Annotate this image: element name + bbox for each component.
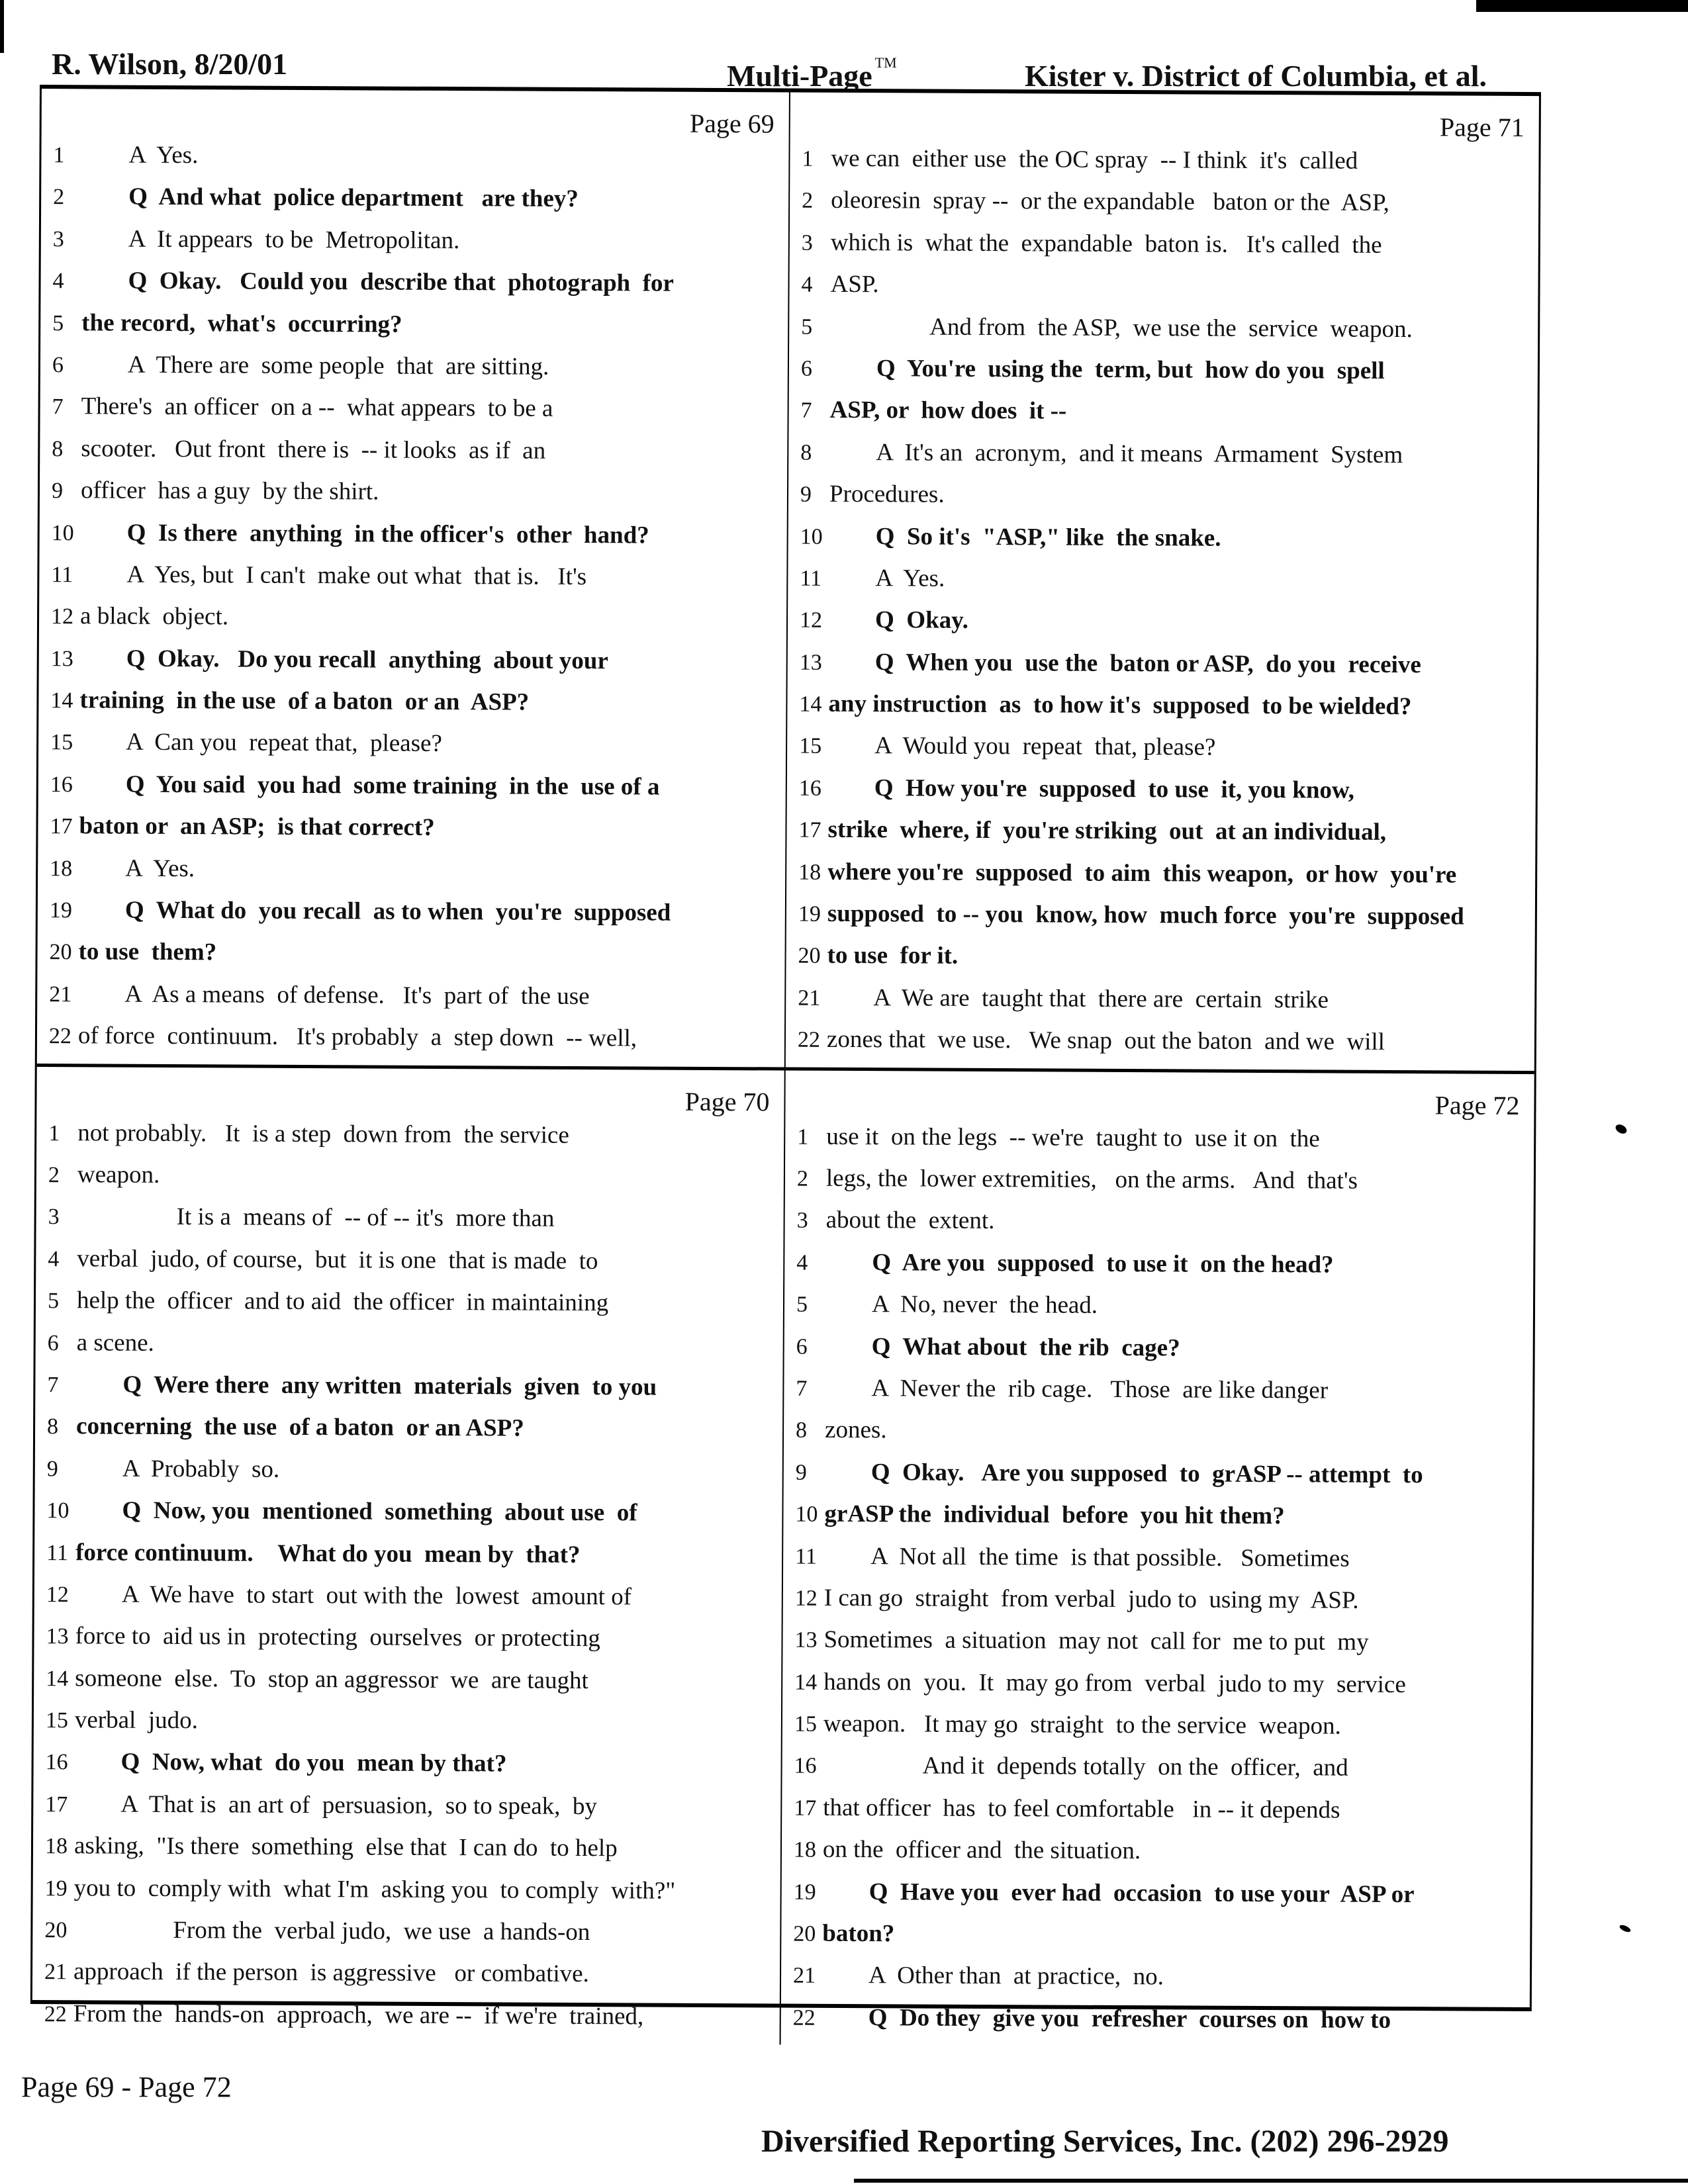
answer-text: that officer has to feel comfortable in -- it depends [823,1794,1340,1824]
transcript-line [44,1999,765,2045]
line-number: 6 [800,356,813,381]
answer-text: A Would you repeat that, please? [874,732,1216,762]
product-title [727,54,897,93]
transcript-line [50,854,771,899]
transcript-line [799,690,1521,735]
product-name: Multi-Page [727,59,872,93]
answer-text: From the verbal judo, we use a hands-on [173,1917,590,1946]
answer-text: verbal judo. [74,1706,199,1735]
question-text: ASP, or how does it -- [829,396,1067,425]
answer-text: A There are some people that are sitting. [127,351,549,381]
transcript-line [802,144,1524,190]
transcript-line [48,1118,769,1164]
transcript-line [52,308,773,354]
transcript-line [53,182,774,228]
transcript-page [32,1067,786,2045]
answer-text: which is what the expandable baton is. It's called the [830,228,1382,259]
line-number: 22 [797,1027,821,1052]
transcript-line [50,895,771,941]
answer-text: A We are taught that there are certain strike [873,983,1329,1014]
answer-text: A Yes. [125,854,195,882]
line-number: 10 [46,1498,70,1524]
line-number: 4 [796,1250,808,1275]
line-number: 6 [47,1330,59,1355]
question-text: Q So it's "ASP," like the snake. [875,522,1221,552]
transcript-line [51,644,772,690]
line-number: 19 [798,901,821,927]
line-number: 21 [792,1964,816,1989]
transcript-line [800,396,1523,441]
line-number: 16 [45,1750,68,1775]
question-text: to use for it. [827,942,959,970]
transcript-line [49,938,770,983]
line-number: 13 [794,1627,818,1653]
transcript-line [793,1961,1515,2007]
line-number: 22 [48,1024,72,1049]
answer-text: A Can you repeat that, please? [126,729,442,758]
line-number: 8 [795,1418,808,1443]
transcript-line [51,560,772,606]
answer-text: a black object. [79,602,229,631]
answer-text: zones that we use. We snap out the baton and we will [826,1026,1385,1056]
question-text: training in the use of a baton or an ASP? [79,686,530,716]
transcript-line [798,983,1520,1028]
line-number: 10 [795,1502,818,1527]
question-text: Q Were there any written materials given to you [122,1371,657,1401]
line-number: 8 [46,1414,59,1439]
line-number: 13 [46,1624,69,1649]
line-number: 16 [50,772,73,797]
answer-text: we can either use the OC spray -- I think it's called [831,144,1358,175]
transcript-line [51,602,772,647]
answer-text: A As a means of defense. It's part of the use [124,980,590,1010]
transcript-line [796,1290,1519,1336]
line-number: 6 [796,1334,808,1359]
answer-text: scooter. Out front there is -- it looks as if an [81,435,546,465]
line-number: 19 [49,898,72,923]
line-number: 3 [796,1208,808,1234]
answer-text: weapon. [77,1161,160,1189]
line-number: 17 [798,817,821,843]
line-number: 14 [799,692,822,717]
transcript-line [48,1160,769,1206]
line-number: 6 [52,353,64,378]
answer-text: A No, never the head. [871,1291,1098,1319]
transcript-line [798,941,1520,987]
question-text: force continuum. What do you mean by that? [75,1538,581,1569]
scan-edge-mark [0,0,4,53]
transcript-line [44,1874,765,1919]
transcript-line [46,1580,767,1625]
transcript-line [796,1374,1518,1420]
transcript-line [44,1957,765,2003]
question-text: Q How you're supposed to use it, you know, [874,774,1354,804]
answer-text: I can go straight from verbal judo to using my ASP. [823,1584,1359,1614]
transcript-line [802,186,1524,232]
transcript-line [796,1248,1519,1293]
transcript-line [52,434,773,480]
line-number: 2 [53,185,65,210]
line-number: 7 [796,1376,808,1401]
answer-text: Sometimes a situation may not call for me to put my [823,1626,1369,1657]
transcript-line [44,1915,765,1961]
line-number: 20 [793,1921,816,1946]
line-number: 2 [802,189,814,214]
transcript-line [793,1877,1515,1923]
line-number: 18 [798,860,821,885]
answer-text: A Yes, but I can't make out what that is. It's [126,561,587,590]
line-number: 17 [50,814,73,839]
answer-text: A Yes. [875,565,945,592]
transcript-line [798,815,1521,861]
answer-text: There's an officer on a -- what appears to be a [81,392,553,423]
transcript-line [794,1793,1516,1839]
line-number: 10 [51,520,74,545]
answer-text: weapon. It may go straight to the service weapon. [823,1709,1341,1740]
scan-corner-mark [1476,0,1688,12]
question-text: supposed to -- you know, how much force you're supposed [827,899,1464,931]
transcript-page [37,89,790,1070]
line-number: 14 [794,1670,818,1695]
transcript-line [48,1328,769,1374]
answer-text: A It's an acronym, and it means Armament System [876,438,1403,469]
transcript-line [794,1625,1517,1671]
answer-text: not probably. It is a step down from the service [77,1118,569,1149]
question-text: Q What about the rib cage? [871,1332,1180,1361]
question-text: Q Have you ever had occasion to use your ASP or [868,1878,1415,1908]
transcript-line [50,728,771,774]
line-number: 3 [801,230,813,255]
answer-text: A Other than at practice, no. [868,1962,1164,1991]
line-number: 16 [798,776,821,801]
page-number-label: Page 70 [684,1086,770,1116]
transcript-line [50,770,771,815]
question-text: strike where, if you're striking out at an individual, [827,816,1387,846]
transcript-line [53,224,774,270]
answer-text: officer has a guy by the shirt. [80,477,379,506]
transcript-line [52,266,773,312]
line-number: 9 [795,1460,807,1485]
line-number: 9 [800,482,812,507]
line-number: 12 [50,604,74,629]
transcript-line [800,480,1523,525]
line-number: 2 [48,1163,60,1188]
transcript-line [798,1025,1520,1071]
line-number: 14 [46,1666,69,1691]
transcript-line [51,518,772,564]
question-text: any instruction as to how it's supposed to be wielded? [828,690,1412,721]
question-text: Q Okay. Could you describe that photograph for [128,267,675,297]
answer-text: hands on you. It may go from verbal judo to my service [823,1668,1406,1698]
transcript-line [52,392,773,437]
transcript-line [46,1664,767,1709]
question-text: where you're supposed to aim this weapon, or how you're [827,858,1457,889]
line-number: 2 [796,1166,809,1191]
answer-text: A That is an art of persuasion, so to speak, by [120,1790,598,1820]
question-text: Q Okay. Are you supposed to grASP -- attempt to [870,1458,1423,1488]
reporting-company: Diversified Reporting Services, Inc. (202) 296-2929 [761,2124,1449,2159]
transcript-line [46,1538,767,1584]
answer-text: of force continuum. It's probably a step down -- well, [77,1022,637,1052]
transcript-line [47,1370,768,1416]
transcript-line [48,1202,769,1248]
line-number: 5 [52,310,64,336]
transcript-line [801,270,1523,316]
line-number: 5 [801,314,813,340]
answer-text: Procedures. [829,480,945,508]
line-number: 22 [792,2005,816,2030]
scan-speck [1614,1122,1628,1135]
transcript-line [798,899,1521,945]
transcript-line [45,1748,766,1794]
transcript-line [794,1835,1516,1881]
line-number: 5 [796,1292,808,1317]
transcript-line [796,1457,1518,1503]
transcript-line [793,1919,1515,1965]
transcript-page [786,93,1539,1074]
answer-text: It is a means of -- of -- it's more than [176,1203,555,1233]
line-number: 12 [794,1586,818,1611]
line-number: 21 [44,1960,68,1985]
line-number: 12 [46,1582,69,1608]
line-number: 19 [793,1880,816,1905]
line-number: 9 [51,478,64,504]
question-text: Q Okay. Do you recall anything about your [126,645,608,674]
transcript-line [49,979,770,1025]
answer-text: someone else. To stop an aggressor we are taught [75,1664,588,1694]
transcript-line [49,1021,770,1067]
question-text: grASP the individual before you hit them? [824,1500,1285,1530]
answer-text: asking, "Is there something else that I can do to help [73,1832,618,1862]
line-number: 18 [50,856,73,881]
trademark-mark: TM [874,54,897,71]
answer-text: And it depends totally on the officer, and [922,1752,1348,1782]
line-number: 12 [799,608,823,633]
answer-text: From the hands-on approach, we are -- if we're trained, [73,2000,644,2030]
question-text: Q Do they give you refresher courses on how to [868,2003,1391,2034]
line-number: 15 [45,1708,69,1733]
transcript-page [781,1070,1534,2048]
transcript-line [796,1332,1518,1377]
answer-text: use it on the legs -- we're taught to use it on the [826,1122,1320,1153]
question-text: Q And what police department are they? [128,183,579,213]
transcript-line [795,1500,1517,1545]
answer-text: oleoresin spray -- or the expandable baton or the ASP, [831,187,1389,217]
line-number: 1 [802,146,814,171]
answer-text: A Not all the time is that possible. Sometimes [870,1542,1350,1572]
line-number: 15 [50,730,73,755]
transcript-line [799,731,1521,777]
transcript-line [798,857,1521,903]
line-number: 18 [793,1837,817,1862]
transcript-line [801,354,1523,400]
line-number: 1 [53,143,65,168]
line-number: 22 [44,2001,67,2027]
line-number: 20 [798,944,821,969]
transcript-line [53,140,774,186]
line-number: 21 [49,981,72,1007]
transcript-line [794,1667,1517,1713]
case-caption: Kister v. District of Columbia, et al. [1025,59,1487,93]
line-number: 16 [794,1754,817,1779]
line-number: 14 [50,688,73,713]
line-number: 10 [800,524,823,549]
line-number: 11 [800,566,822,591]
page-number-label: Page 69 [689,108,774,139]
question-text: Q Okay. [874,606,969,635]
question-text: Q Are you supposed to use it on the head? [872,1248,1334,1279]
line-number: 13 [50,646,73,671]
answer-text: legs, the lower extremities, on the arms. And that's [825,1164,1358,1195]
line-number: 8 [800,440,812,465]
line-number: 20 [49,940,72,965]
line-number: 5 [47,1289,60,1314]
transcript-line [46,1496,767,1541]
line-number: 18 [44,1834,68,1859]
transcript-line [48,1244,769,1290]
line-number: 4 [52,269,64,294]
transcript-line [48,1286,769,1332]
transcript-line [797,1122,1519,1167]
line-number: 1 [797,1124,809,1150]
line-number: 4 [801,272,813,297]
answer-text: A Yes. [128,141,199,169]
transcript-line [47,1412,768,1457]
answer-text: on the officer and the situation. [822,1836,1141,1865]
line-number: 21 [798,985,821,1011]
answer-text: A Probably so. [122,1455,280,1483]
page-range: Page 69 - Page 72 [21,2071,232,2103]
line-number: 15 [799,734,822,759]
transcript-line [802,228,1524,273]
answer-text: approach if the person is aggressive or combative. [73,1958,589,1988]
footer-rule [854,2179,1688,2183]
transcript-line [800,564,1522,610]
question-text: baton? [822,1919,895,1948]
question-text: Q You're using the term, but how do you spell [876,355,1385,385]
answer-text: force to aid us in protecting ourselves or protecting [75,1622,600,1653]
transcript-line [45,1790,766,1835]
line-number: 17 [45,1792,68,1817]
transcript-line [46,1706,767,1751]
line-number: 7 [47,1373,59,1398]
answer-text: zones. [824,1416,887,1444]
line-number: 19 [44,1876,68,1901]
answer-text: help the officer and to aid the officer in maintaining [76,1287,609,1317]
transcript-line [795,1583,1517,1629]
line-number: 11 [795,1544,817,1569]
transcript-line [793,2003,1515,2048]
transcript-line [50,686,771,731]
question-text: the record, what's occurring? [81,308,402,338]
question-text: Q You said you had some training in the use of a [125,770,660,801]
line-number: 3 [52,226,64,251]
line-number: 7 [52,394,64,420]
question-text: Q What do you recall as to when you're supposed [124,896,671,927]
line-number: 17 [794,1796,817,1821]
answer-text: you to comply with what I'm asking you to comply with?" [73,1874,676,1905]
transcript-line [797,1164,1519,1210]
line-number: 11 [46,1540,69,1565]
answer-text: And from the ASP, we use the service weapon. [929,313,1413,343]
transcript-line [800,606,1522,651]
answer-text: A We have to start out with the lowest amount of [121,1580,632,1611]
transcript-line [45,1831,766,1877]
scan-speck [1618,1924,1632,1934]
transcript-line [800,437,1523,483]
question-text: Q When you use the baton or ASP, do you receive [874,648,1421,678]
line-number: 20 [44,1918,68,1943]
transcript-line [799,773,1521,819]
answer-text: a scene. [76,1328,154,1357]
answer-text: A Never the rib cage. Those are like danger [871,1375,1329,1404]
answer-text: verbal judo, of course, but it is one that is made to [77,1245,598,1275]
question-text: Q Now, you mentioned something about use of [122,1496,637,1527]
transcript-line [800,647,1522,693]
page-number-label: Page 71 [1439,112,1524,142]
line-number: 3 [48,1205,60,1230]
answer-text: A It appears to be Metropolitan. [128,225,460,254]
question-text: to use them? [78,938,217,966]
transcript-line [800,522,1522,567]
question-text: Q Now, what do you mean by that? [120,1749,507,1778]
transcript-grid [30,85,1541,2034]
line-number: 4 [48,1246,60,1271]
line-number: 9 [46,1456,58,1481]
question-text: concerning the use of a baton or an ASP? [75,1412,524,1442]
transcript-line [46,1621,767,1667]
transcript-line [50,811,771,857]
transcript-line [794,1751,1516,1797]
question-text: baton or an ASP; is that correct? [79,812,435,842]
line-number: 1 [48,1120,60,1146]
transcript-line [796,1206,1519,1251]
page-number-label: Page 72 [1434,1089,1520,1120]
transcript-line [794,1709,1517,1755]
transcript-line [47,1454,768,1500]
deponent-date: R. Wilson, 8/20/01 [52,47,288,81]
transcript-line [795,1541,1517,1587]
line-number: 11 [51,563,73,588]
line-number: 15 [794,1711,817,1737]
transcript-line [796,1416,1518,1461]
transcript-line [801,312,1523,357]
answer-text: ASP. [830,271,879,298]
transcript-line [52,350,773,396]
answer-text: about the extent. [825,1206,995,1235]
line-number: 8 [52,436,64,461]
line-number: 13 [799,650,822,675]
question-text: Q Is there anything in the officer's other hand? [126,519,649,549]
transcript-line [52,476,773,522]
line-number: 7 [800,398,812,424]
